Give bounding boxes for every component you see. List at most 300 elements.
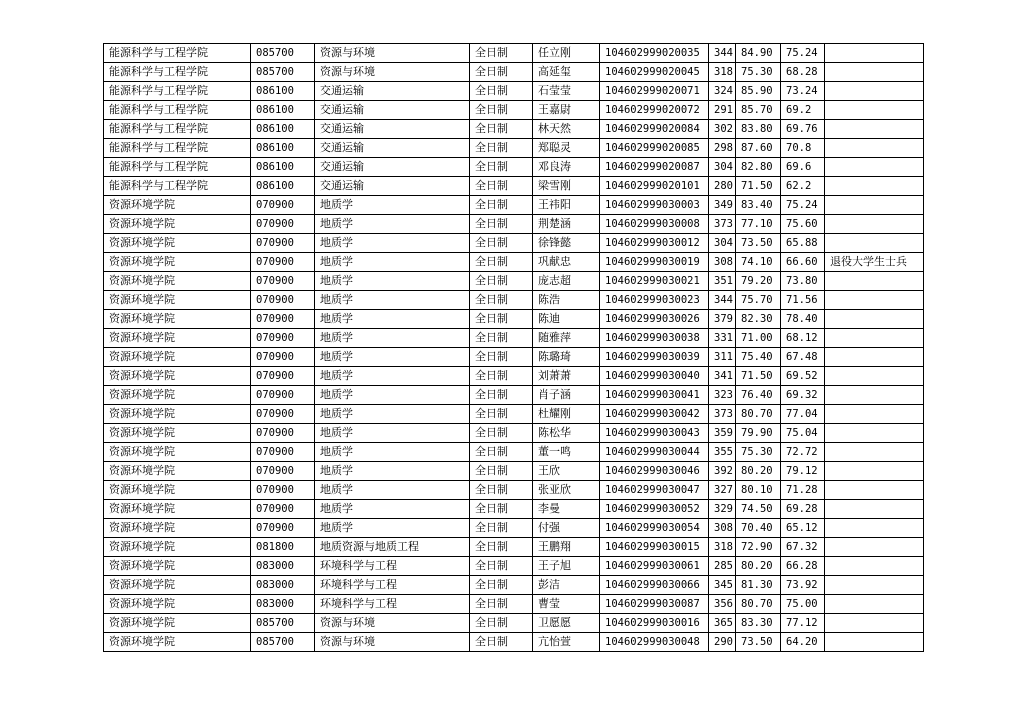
table-row: [104, 234, 924, 253]
exam-id-cell: 104602999030021: [600, 272, 709, 291]
table-row: [104, 481, 924, 500]
retest-score-cell: 85.70: [736, 101, 781, 120]
total-score-cell: 75.04: [781, 424, 825, 443]
study-mode-cell: 全日制: [470, 44, 533, 63]
major-code-cell: 086100: [251, 177, 315, 196]
major-code-cell: 070900: [251, 272, 315, 291]
study-mode-cell: 全日制: [470, 424, 533, 443]
major-code-cell: 070900: [251, 405, 315, 424]
major-code-cell: 070900: [251, 443, 315, 462]
student-name-cell: 王欣: [533, 462, 600, 481]
major-code-cell: 083000: [251, 595, 315, 614]
initial-score-cell: 392: [709, 462, 736, 481]
study-mode-cell: 全日制: [470, 82, 533, 101]
table-row: [104, 196, 924, 215]
total-score-cell: 72.72: [781, 443, 825, 462]
major-name-cell: 交通运输: [315, 82, 470, 101]
total-score-cell: 77.12: [781, 614, 825, 633]
initial-score-cell: 355: [709, 443, 736, 462]
major-code-cell: 070900: [251, 253, 315, 272]
initial-score-cell: 356: [709, 595, 736, 614]
student-name-cell: 庞志超: [533, 272, 600, 291]
total-score-cell: 69.76: [781, 120, 825, 139]
student-name-cell: 刘萧萧: [533, 367, 600, 386]
major-name-cell: 地质学: [315, 310, 470, 329]
retest-score-cell: 82.30: [736, 310, 781, 329]
total-score-cell: 66.60: [781, 253, 825, 272]
college-cell: 资源环境学院: [104, 348, 251, 367]
study-mode-cell: 全日制: [470, 177, 533, 196]
total-score-cell: 75.60: [781, 215, 825, 234]
college-cell: 资源环境学院: [104, 595, 251, 614]
initial-score-cell: 318: [709, 538, 736, 557]
study-mode-cell: 全日制: [470, 538, 533, 557]
remark-cell: [825, 557, 924, 576]
major-code-cell: 070900: [251, 500, 315, 519]
initial-score-cell: 308: [709, 519, 736, 538]
remark-cell: [825, 424, 924, 443]
table-row: [104, 272, 924, 291]
table-row: [104, 82, 924, 101]
retest-score-cell: 76.40: [736, 386, 781, 405]
major-code-cell: 086100: [251, 158, 315, 177]
major-name-cell: 资源与环境: [315, 614, 470, 633]
major-name-cell: 地质学: [315, 386, 470, 405]
table-row: [104, 253, 924, 272]
initial-score-cell: 302: [709, 120, 736, 139]
major-code-cell: 070900: [251, 367, 315, 386]
major-code-cell: 070900: [251, 481, 315, 500]
admission-table: [103, 43, 924, 652]
table-row: [104, 139, 924, 158]
study-mode-cell: 全日制: [470, 462, 533, 481]
initial-score-cell: 323: [709, 386, 736, 405]
total-score-cell: 75.00: [781, 595, 825, 614]
exam-id-cell: 104602999030041: [600, 386, 709, 405]
study-mode-cell: 全日制: [470, 557, 533, 576]
retest-score-cell: 83.30: [736, 614, 781, 633]
table-row: [104, 519, 924, 538]
study-mode-cell: 全日制: [470, 234, 533, 253]
major-code-cell: 081800: [251, 538, 315, 557]
study-mode-cell: 全日制: [470, 576, 533, 595]
major-code-cell: 070900: [251, 348, 315, 367]
exam-id-cell: 104602999030061: [600, 557, 709, 576]
remark-cell: [825, 196, 924, 215]
remark-cell: [825, 101, 924, 120]
remark-cell: [825, 291, 924, 310]
retest-score-cell: 74.50: [736, 500, 781, 519]
exam-id-cell: 104602999030054: [600, 519, 709, 538]
remark-cell: 退役大学生士兵: [825, 253, 924, 272]
exam-id-cell: 104602999030039: [600, 348, 709, 367]
student-name-cell: 肖子涵: [533, 386, 600, 405]
remark-cell: [825, 595, 924, 614]
college-cell: 资源环境学院: [104, 519, 251, 538]
exam-id-cell: 104602999030046: [600, 462, 709, 481]
total-score-cell: 75.24: [781, 196, 825, 215]
table-row: [104, 462, 924, 481]
total-score-cell: 68.28: [781, 63, 825, 82]
major-code-cell: 070900: [251, 310, 315, 329]
major-name-cell: 地质学: [315, 196, 470, 215]
exam-id-cell: 104602999030023: [600, 291, 709, 310]
retest-score-cell: 75.30: [736, 443, 781, 462]
exam-id-cell: 104602999020085: [600, 139, 709, 158]
total-score-cell: 65.88: [781, 234, 825, 253]
major-code-cell: 070900: [251, 329, 315, 348]
major-code-cell: 070900: [251, 215, 315, 234]
total-score-cell: 75.24: [781, 44, 825, 63]
exam-id-cell: 104602999020084: [600, 120, 709, 139]
study-mode-cell: 全日制: [470, 633, 533, 652]
total-score-cell: 64.20: [781, 633, 825, 652]
major-name-cell: 资源与环境: [315, 633, 470, 652]
remark-cell: [825, 405, 924, 424]
retest-score-cell: 80.70: [736, 405, 781, 424]
student-name-cell: 陈浩: [533, 291, 600, 310]
total-score-cell: 62.2: [781, 177, 825, 196]
student-name-cell: 梁雪刚: [533, 177, 600, 196]
total-score-cell: 69.6: [781, 158, 825, 177]
major-name-cell: 地质学: [315, 329, 470, 348]
study-mode-cell: 全日制: [470, 329, 533, 348]
student-name-cell: 陈松华: [533, 424, 600, 443]
study-mode-cell: 全日制: [470, 101, 533, 120]
total-score-cell: 73.92: [781, 576, 825, 595]
retest-score-cell: 83.40: [736, 196, 781, 215]
major-code-cell: 086100: [251, 139, 315, 158]
retest-score-cell: 74.10: [736, 253, 781, 272]
retest-score-cell: 84.90: [736, 44, 781, 63]
major-name-cell: 交通运输: [315, 158, 470, 177]
major-code-cell: 086100: [251, 120, 315, 139]
major-code-cell: 070900: [251, 424, 315, 443]
remark-cell: [825, 443, 924, 462]
student-name-cell: 卫愿愿: [533, 614, 600, 633]
exam-id-cell: 104602999020035: [600, 44, 709, 63]
exam-id-cell: 104602999030087: [600, 595, 709, 614]
table-row: [104, 158, 924, 177]
initial-score-cell: 298: [709, 139, 736, 158]
study-mode-cell: 全日制: [470, 63, 533, 82]
college-cell: 资源环境学院: [104, 367, 251, 386]
remark-cell: [825, 139, 924, 158]
remark-cell: [825, 614, 924, 633]
study-mode-cell: 全日制: [470, 348, 533, 367]
college-cell: 资源环境学院: [104, 462, 251, 481]
college-cell: 资源环境学院: [104, 557, 251, 576]
study-mode-cell: 全日制: [470, 443, 533, 462]
major-code-cell: 083000: [251, 557, 315, 576]
student-name-cell: 巩献忠: [533, 253, 600, 272]
major-code-cell: 070900: [251, 291, 315, 310]
total-score-cell: 77.04: [781, 405, 825, 424]
retest-score-cell: 80.10: [736, 481, 781, 500]
study-mode-cell: 全日制: [470, 405, 533, 424]
student-name-cell: 随雅萍: [533, 329, 600, 348]
major-code-cell: 086100: [251, 101, 315, 120]
major-code-cell: 085700: [251, 44, 315, 63]
initial-score-cell: 329: [709, 500, 736, 519]
exam-id-cell: 104602999030038: [600, 329, 709, 348]
study-mode-cell: 全日制: [470, 139, 533, 158]
remark-cell: [825, 481, 924, 500]
total-score-cell: 78.40: [781, 310, 825, 329]
exam-id-cell: 104602999030012: [600, 234, 709, 253]
college-cell: 资源环境学院: [104, 614, 251, 633]
student-name-cell: 石莹莹: [533, 82, 600, 101]
retest-score-cell: 72.90: [736, 538, 781, 557]
table-row: [104, 424, 924, 443]
student-name-cell: 付强: [533, 519, 600, 538]
remark-cell: [825, 158, 924, 177]
major-name-cell: 交通运输: [315, 177, 470, 196]
table-row: [104, 367, 924, 386]
study-mode-cell: 全日制: [470, 386, 533, 405]
exam-id-cell: 104602999020045: [600, 63, 709, 82]
table-row: [104, 614, 924, 633]
exam-id-cell: 104602999020072: [600, 101, 709, 120]
retest-score-cell: 85.90: [736, 82, 781, 101]
major-name-cell: 地质资源与地质工程: [315, 538, 470, 557]
college-cell: 能源科学与工程学院: [104, 101, 251, 120]
retest-score-cell: 80.20: [736, 462, 781, 481]
retest-score-cell: 81.30: [736, 576, 781, 595]
college-cell: 能源科学与工程学院: [104, 82, 251, 101]
initial-score-cell: 344: [709, 291, 736, 310]
exam-id-cell: 104602999020087: [600, 158, 709, 177]
remark-cell: [825, 500, 924, 519]
retest-score-cell: 75.30: [736, 63, 781, 82]
college-cell: 资源环境学院: [104, 196, 251, 215]
remark-cell: [825, 177, 924, 196]
retest-score-cell: 79.90: [736, 424, 781, 443]
remark-cell: [825, 120, 924, 139]
table-row: [104, 348, 924, 367]
initial-score-cell: 285: [709, 557, 736, 576]
college-cell: 资源环境学院: [104, 500, 251, 519]
exam-id-cell: 104602999030008: [600, 215, 709, 234]
initial-score-cell: 341: [709, 367, 736, 386]
student-name-cell: 王嘉尉: [533, 101, 600, 120]
study-mode-cell: 全日制: [470, 196, 533, 215]
college-cell: 能源科学与工程学院: [104, 63, 251, 82]
student-name-cell: 王子旭: [533, 557, 600, 576]
college-cell: 资源环境学院: [104, 291, 251, 310]
remark-cell: [825, 310, 924, 329]
study-mode-cell: 全日制: [470, 481, 533, 500]
retest-score-cell: 80.20: [736, 557, 781, 576]
total-score-cell: 65.12: [781, 519, 825, 538]
retest-score-cell: 83.80: [736, 120, 781, 139]
total-score-cell: 71.28: [781, 481, 825, 500]
major-code-cell: 085700: [251, 614, 315, 633]
table-row: [104, 557, 924, 576]
major-name-cell: 地质学: [315, 367, 470, 386]
exam-id-cell: 104602999030019: [600, 253, 709, 272]
college-cell: 资源环境学院: [104, 234, 251, 253]
total-score-cell: 68.12: [781, 329, 825, 348]
retest-score-cell: 73.50: [736, 234, 781, 253]
study-mode-cell: 全日制: [470, 500, 533, 519]
student-name-cell: 林天然: [533, 120, 600, 139]
major-code-cell: 085700: [251, 63, 315, 82]
remark-cell: [825, 576, 924, 595]
table-body: [104, 44, 924, 652]
college-cell: 资源环境学院: [104, 405, 251, 424]
total-score-cell: 69.28: [781, 500, 825, 519]
major-code-cell: 070900: [251, 196, 315, 215]
college-cell: 能源科学与工程学院: [104, 139, 251, 158]
exam-id-cell: 104602999030044: [600, 443, 709, 462]
major-code-cell: 070900: [251, 519, 315, 538]
major-code-cell: 070900: [251, 462, 315, 481]
study-mode-cell: 全日制: [470, 272, 533, 291]
remark-cell: [825, 329, 924, 348]
major-name-cell: 交通运输: [315, 120, 470, 139]
total-score-cell: 73.24: [781, 82, 825, 101]
table-row: [104, 329, 924, 348]
major-name-cell: 地质学: [315, 519, 470, 538]
initial-score-cell: 373: [709, 215, 736, 234]
remark-cell: [825, 82, 924, 101]
study-mode-cell: 全日制: [470, 614, 533, 633]
table-row: [104, 310, 924, 329]
study-mode-cell: 全日制: [470, 519, 533, 538]
student-name-cell: 徐锋懿: [533, 234, 600, 253]
major-name-cell: 资源与环境: [315, 63, 470, 82]
college-cell: 资源环境学院: [104, 253, 251, 272]
retest-score-cell: 79.20: [736, 272, 781, 291]
student-name-cell: 邓良涛: [533, 158, 600, 177]
major-name-cell: 地质学: [315, 443, 470, 462]
initial-score-cell: 344: [709, 44, 736, 63]
retest-score-cell: 73.50: [736, 633, 781, 652]
total-score-cell: 69.52: [781, 367, 825, 386]
college-cell: 资源环境学院: [104, 215, 251, 234]
table-row: [104, 633, 924, 652]
retest-score-cell: 75.70: [736, 291, 781, 310]
major-code-cell: 083000: [251, 576, 315, 595]
retest-score-cell: 71.50: [736, 177, 781, 196]
remark-cell: [825, 633, 924, 652]
major-name-cell: 资源与环境: [315, 44, 470, 63]
table-row: [104, 291, 924, 310]
remark-cell: [825, 63, 924, 82]
major-name-cell: 环境科学与工程: [315, 576, 470, 595]
exam-id-cell: 104602999030016: [600, 614, 709, 633]
table-row: [104, 215, 924, 234]
college-cell: 资源环境学院: [104, 272, 251, 291]
study-mode-cell: 全日制: [470, 158, 533, 177]
retest-score-cell: 71.00: [736, 329, 781, 348]
college-cell: 资源环境学院: [104, 633, 251, 652]
total-score-cell: 71.56: [781, 291, 825, 310]
total-score-cell: 67.32: [781, 538, 825, 557]
student-name-cell: 任立刚: [533, 44, 600, 63]
student-name-cell: 张亚欣: [533, 481, 600, 500]
study-mode-cell: 全日制: [470, 291, 533, 310]
initial-score-cell: 324: [709, 82, 736, 101]
initial-score-cell: 365: [709, 614, 736, 633]
initial-score-cell: 331: [709, 329, 736, 348]
remark-cell: [825, 215, 924, 234]
initial-score-cell: 318: [709, 63, 736, 82]
college-cell: 资源环境学院: [104, 576, 251, 595]
major-name-cell: 交通运输: [315, 101, 470, 120]
student-name-cell: 董一鸣: [533, 443, 600, 462]
college-cell: 能源科学与工程学院: [104, 120, 251, 139]
total-score-cell: 69.32: [781, 386, 825, 405]
college-cell: 资源环境学院: [104, 538, 251, 557]
student-name-cell: 高延玺: [533, 63, 600, 82]
study-mode-cell: 全日制: [470, 310, 533, 329]
initial-score-cell: 345: [709, 576, 736, 595]
major-name-cell: 交通运输: [315, 139, 470, 158]
exam-id-cell: 104602999030066: [600, 576, 709, 595]
study-mode-cell: 全日制: [470, 367, 533, 386]
student-name-cell: 王鹏翔: [533, 538, 600, 557]
exam-id-cell: 104602999030026: [600, 310, 709, 329]
table-row: [104, 500, 924, 519]
college-cell: 资源环境学院: [104, 310, 251, 329]
major-name-cell: 地质学: [315, 462, 470, 481]
college-cell: 资源环境学院: [104, 481, 251, 500]
exam-id-cell: 104602999030003: [600, 196, 709, 215]
student-name-cell: 曹莹: [533, 595, 600, 614]
retest-score-cell: 82.80: [736, 158, 781, 177]
retest-score-cell: 87.60: [736, 139, 781, 158]
college-cell: 资源环境学院: [104, 329, 251, 348]
major-name-cell: 环境科学与工程: [315, 595, 470, 614]
remark-cell: [825, 462, 924, 481]
table-row: [104, 405, 924, 424]
initial-score-cell: 304: [709, 234, 736, 253]
major-code-cell: 086100: [251, 82, 315, 101]
exam-id-cell: 104602999030040: [600, 367, 709, 386]
initial-score-cell: 290: [709, 633, 736, 652]
exam-id-cell: 104602999030015: [600, 538, 709, 557]
table-row: [104, 595, 924, 614]
college-cell: 能源科学与工程学院: [104, 158, 251, 177]
total-score-cell: 66.28: [781, 557, 825, 576]
major-name-cell: 地质学: [315, 424, 470, 443]
major-name-cell: 地质学: [315, 291, 470, 310]
college-cell: 能源科学与工程学院: [104, 177, 251, 196]
exam-id-cell: 104602999030052: [600, 500, 709, 519]
student-name-cell: 陈璐琦: [533, 348, 600, 367]
initial-score-cell: 308: [709, 253, 736, 272]
study-mode-cell: 全日制: [470, 215, 533, 234]
student-name-cell: 李曼: [533, 500, 600, 519]
initial-score-cell: 327: [709, 481, 736, 500]
remark-cell: [825, 519, 924, 538]
total-score-cell: 73.80: [781, 272, 825, 291]
table-row: [104, 120, 924, 139]
remark-cell: [825, 348, 924, 367]
remark-cell: [825, 234, 924, 253]
retest-score-cell: 75.40: [736, 348, 781, 367]
exam-id-cell: 104602999020101: [600, 177, 709, 196]
initial-score-cell: 304: [709, 158, 736, 177]
table-row: [104, 538, 924, 557]
exam-id-cell: 104602999020071: [600, 82, 709, 101]
student-name-cell: 陈迪: [533, 310, 600, 329]
remark-cell: [825, 386, 924, 405]
remark-cell: [825, 44, 924, 63]
initial-score-cell: 373: [709, 405, 736, 424]
